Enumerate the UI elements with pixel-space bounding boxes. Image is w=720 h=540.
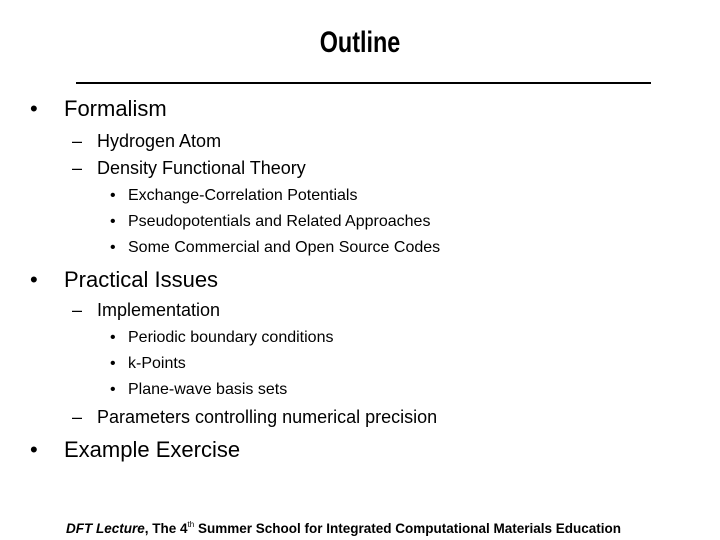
bullet-level1: • [30,267,38,292]
footer-sep: , The 4 [144,521,188,536]
bullet-level1: • [30,437,38,462]
bullet-level3: • [110,381,116,398]
slide-title: Outline [319,26,401,59]
bullet-level3: • [110,239,116,256]
outline-item-xc-potentials: Exchange-Correlation Potentials [128,187,358,204]
outline-item-dft: Density Functional Theory [97,158,306,178]
outline-item-parameters: Parameters controlling numerical precision [97,407,438,427]
bullet-level3: • [110,187,116,204]
slide-footer [66,520,621,536]
title-underline [76,82,651,84]
outline-item-formalism: Formalism [64,96,167,121]
bullet-level2: – [72,158,83,178]
outline-item-pseudopotentials: Pseudopotentials and Related Approaches [128,213,431,230]
bullet-level2: – [72,131,83,151]
outline-item-hydrogen-atom: Hydrogen Atom [97,131,222,151]
outline-item-implementation: Implementation [97,300,221,320]
outline-item-periodic-bc: Periodic boundary conditions [128,329,334,346]
outline-item-k-points: k-Points [128,355,186,372]
outline-item-practical-issues: Practical Issues [64,267,219,292]
bullet-level3: • [110,355,116,372]
footer-lecture: DFT Lecture [66,521,145,536]
bullet-level3: • [110,329,116,346]
bullet-level2: – [72,407,83,427]
outline-item-example-exercise: Example Exercise [64,437,241,462]
bullet-level2: – [72,300,83,320]
outline-item-codes: Some Commercial and Open Source Codes [128,239,441,256]
footer-superscript: th [187,520,195,529]
bullet-level1: • [30,96,38,121]
footer-rest: Summer School for Integrated Computational Materials Education [194,521,622,536]
outline-item-plane-wave: Plane-wave basis sets [128,381,288,398]
bullet-level3: • [110,213,116,230]
